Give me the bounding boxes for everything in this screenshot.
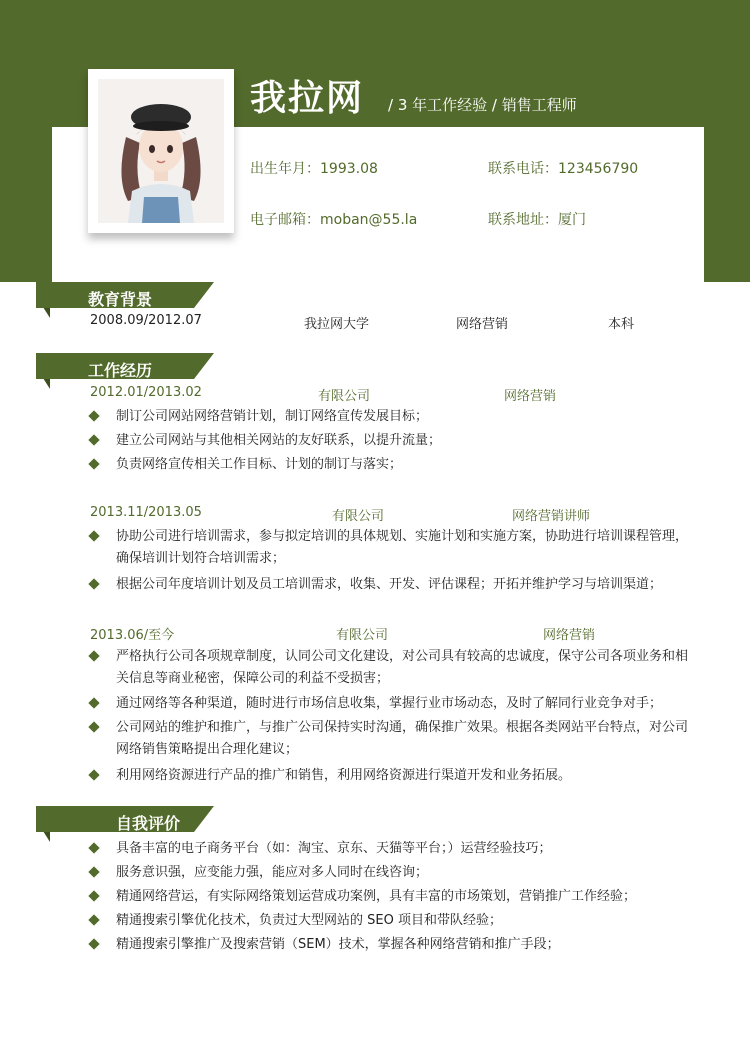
bullet-diamond-icon — [88, 697, 99, 708]
education-period: 2008.09/2012.07 — [90, 313, 202, 328]
bullet-diamond-icon — [88, 434, 99, 445]
list-item: 严格执行公司各项规章制度，认同公司文化建设，对公司具有较高的忠诚度，保守公司各项业务和相关信息等商业秘密，保障公司的利益不受损害； — [90, 646, 690, 690]
bullet-diamond-icon — [88, 866, 99, 877]
list-item: 制订公司网站网络营销计划，制订网络宣传发展目标； — [90, 406, 690, 428]
job-company: 有限公司 — [332, 509, 385, 524]
bullet-diamond-icon — [88, 938, 99, 949]
list-item: 利用网络资源进行产品的推广和销售，利用网络资源进行渠道开发和业务拓展。 — [90, 765, 690, 787]
section-header-work — [36, 353, 216, 383]
birth-date: 出生年月：1993.08 — [250, 161, 378, 177]
list-item: 具备丰富的电子商务平台（如：淘宝、京东、天猫等平台；）运营经验技巧； — [90, 838, 690, 860]
education-major: 网络营销 — [456, 317, 509, 332]
section-title-self-eval: 自我评价 — [116, 814, 181, 833]
phone: 联系电话：123456790 — [488, 161, 639, 177]
bullet-diamond-icon — [88, 458, 99, 469]
address: 联系地址：厦门 — [488, 212, 586, 228]
bullet-diamond-icon — [88, 890, 99, 901]
section-title-work: 工作经历 — [88, 361, 153, 380]
list-item: 通过网络等各种渠道，随时进行市场信息收集，掌握行业市场动态，及时了解同行业竞争对手； — [90, 693, 690, 715]
list-item: 服务意识强，应变能力强，能应对多人同时在线咨询； — [90, 862, 690, 884]
bullet-diamond-icon — [88, 650, 99, 661]
education-degree: 本科 — [608, 317, 635, 332]
job-company: 有限公司 — [336, 628, 389, 643]
bullet-diamond-icon — [88, 842, 99, 853]
job-period: 2013.11/2013.05 — [90, 505, 202, 520]
list-item: 协助公司进行培训需求，参与拟定培训的具体规划、实施计划和实施方案，协助进行培训课程管理，确保培训计划符合培训需求； — [90, 526, 690, 570]
job-period: 2013.06/至今 — [90, 628, 175, 643]
list-item: 精通搜索引擎推广及搜索营销（SEM）技术，掌握各种网络营销和推广手段； — [90, 934, 690, 956]
list-item: 精通搜索引擎优化技术，负责过大型网站的 SEO 项目和带队经验； — [90, 910, 690, 932]
candidate-subtitle: / 3 年工作经验 / 销售工程师 — [388, 96, 577, 114]
list-item: 负责网络宣传相关工作目标、计划的制订与落实； — [90, 454, 690, 476]
job-role: 网络营销讲师 — [512, 509, 591, 524]
bullet-diamond-icon — [88, 721, 99, 732]
job-period: 2012.01/2013.02 — [90, 385, 202, 400]
list-item: 公司网站的维护和推广，与推广公司保持实时沟通，确保推广效果。根据各类网站平台特点，对公司网络销售策略提出合理化建议； — [90, 717, 690, 761]
email: 电子邮箱：moban@55.la — [250, 212, 418, 228]
bullet-diamond-icon — [88, 769, 99, 780]
section-title-education: 教育背景 — [88, 290, 153, 309]
section-header-education — [36, 282, 216, 312]
bullet-diamond-icon — [88, 578, 99, 589]
job-role: 网络营销 — [504, 389, 557, 404]
bullet-diamond-icon — [88, 410, 99, 421]
list-item: 根据公司年度培训计划及员工培训需求，收集、开发、评估课程；开拓并维护学习与培训渠道； — [90, 574, 690, 596]
bullet-diamond-icon — [88, 914, 99, 925]
avatar-photo — [98, 79, 224, 223]
section-header-self-eval — [36, 806, 216, 836]
list-item: 精通网络营运，有实际网络策划运营成功案例，具有丰富的市场策划，营销推广工作经验； — [90, 886, 690, 908]
education-school: 我拉网大学 — [304, 317, 370, 332]
job-role: 网络营销 — [543, 628, 596, 643]
avatar — [88, 69, 234, 233]
candidate-name: 我拉网 — [250, 78, 365, 119]
bullet-diamond-icon — [88, 530, 99, 541]
list-item: 建立公司网站与其他相关网站的友好联系，以提升流量； — [90, 430, 690, 452]
job-company: 有限公司 — [318, 389, 371, 404]
